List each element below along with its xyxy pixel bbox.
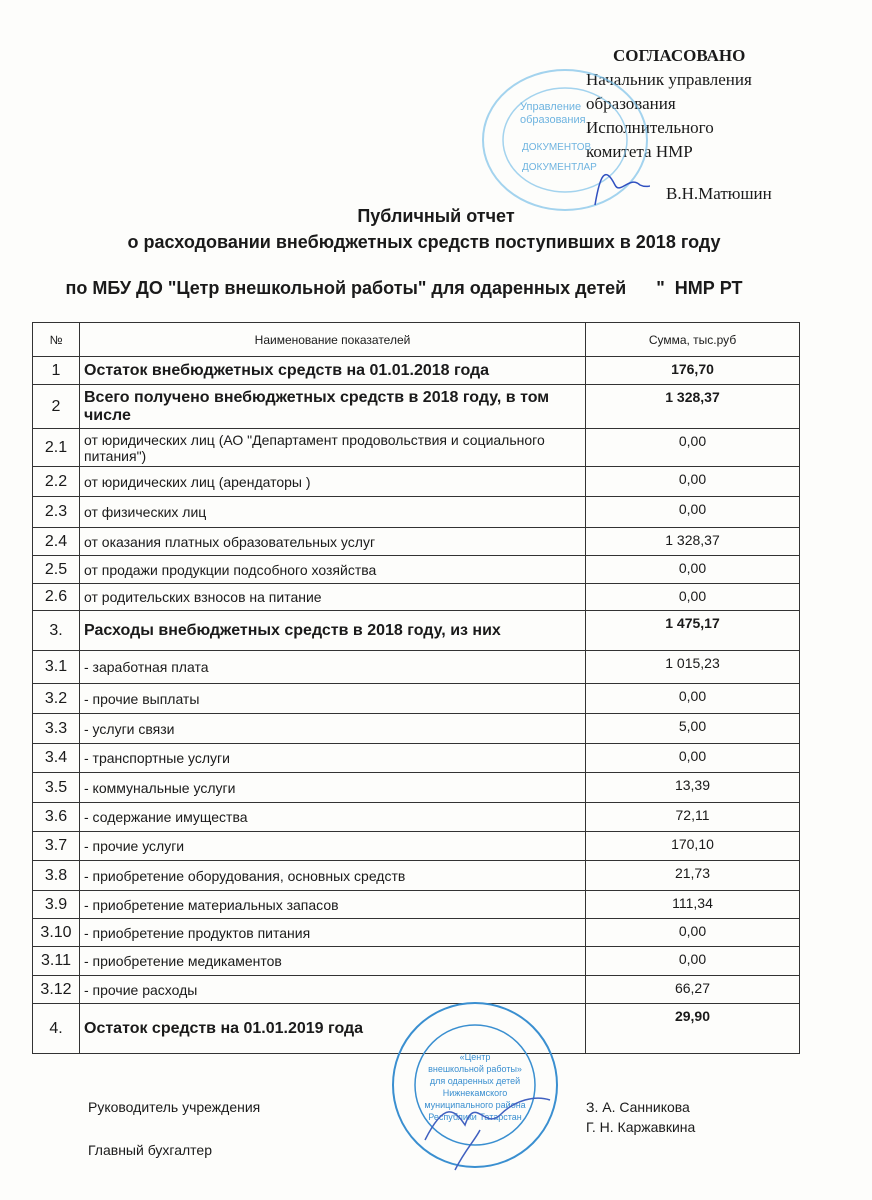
approval-line: образования bbox=[586, 94, 676, 113]
row-sum: 1 328,37 bbox=[586, 528, 800, 556]
row-number: 3.12 bbox=[33, 976, 80, 1004]
row-sum: 111,34 bbox=[586, 891, 800, 919]
row-number: 3.6 bbox=[33, 803, 80, 832]
table-row bbox=[33, 947, 800, 976]
row-sum: 176,70 bbox=[586, 357, 800, 385]
row-name: от продажи продукции подсобного хозяйства bbox=[80, 556, 586, 584]
approval-line: Начальник управления bbox=[586, 70, 752, 89]
row-sum: 0,00 bbox=[586, 584, 800, 611]
table-row bbox=[33, 429, 800, 467]
svg-text:внешкольной работы»: внешкольной работы» bbox=[428, 1064, 522, 1074]
header-name: Наименование показателей bbox=[80, 323, 586, 357]
table-row bbox=[33, 584, 800, 611]
approval-line: комитета НМР bbox=[586, 142, 693, 161]
row-name: Расходы внебюджетных средств в 2018 году, из них bbox=[80, 611, 586, 651]
row-name: Остаток внебюджетных средств на 01.01.2018 года bbox=[80, 357, 586, 385]
row-number: 2.1 bbox=[33, 429, 80, 467]
table-header-row bbox=[33, 323, 800, 357]
row-sum: 66,27 bbox=[586, 976, 800, 1004]
row-name: - прочие услуги bbox=[80, 832, 586, 861]
row-sum: 1 015,23 bbox=[586, 651, 800, 684]
row-sum: 0,00 bbox=[586, 947, 800, 976]
approval-stamp bbox=[480, 65, 650, 215]
table-row bbox=[33, 611, 800, 651]
table-row bbox=[33, 832, 800, 861]
report-organization: по МБУ ДО "Цетр внешкольной работы" для одаренных детей " НМР РТ bbox=[65, 278, 743, 298]
svg-text:Республики Татарстан: Республики Татарстан bbox=[428, 1112, 522, 1122]
table-row bbox=[33, 714, 800, 744]
row-number: 2.5 bbox=[33, 556, 80, 584]
table-row bbox=[33, 467, 800, 497]
row-name: от физических лиц bbox=[80, 497, 586, 528]
svg-text:Управление: Управление bbox=[520, 101, 582, 113]
row-name: - приобретение медикаментов bbox=[80, 947, 586, 976]
row-sum: 0,00 bbox=[586, 556, 800, 584]
report-title: Публичный отчет bbox=[357, 206, 515, 226]
row-name: - прочие выплаты bbox=[80, 684, 586, 714]
row-name: от родительских взносов на питание bbox=[80, 584, 586, 611]
row-number: 3.2 bbox=[33, 684, 80, 714]
row-sum: 21,73 bbox=[586, 861, 800, 891]
row-name: - услуги связи bbox=[80, 714, 586, 744]
table-row bbox=[33, 385, 800, 429]
row-sum: 0,00 bbox=[586, 684, 800, 714]
svg-text:Нижнекамского: Нижнекамского bbox=[442, 1088, 508, 1098]
table-row bbox=[33, 497, 800, 528]
approval-line: Исполнительного bbox=[586, 118, 714, 137]
svg-text:для одаренных детей: для одаренных детей bbox=[429, 1076, 521, 1086]
row-name: от юридических лиц (АО "Департамент продовольствия и социального питания") bbox=[80, 429, 586, 467]
header-number: № bbox=[33, 323, 80, 357]
table-row bbox=[33, 357, 800, 385]
table-row bbox=[33, 891, 800, 919]
row-number: 3.10 bbox=[33, 919, 80, 947]
row-sum: 5,00 bbox=[586, 714, 800, 744]
approval-heading: СОГЛАСОВАНО bbox=[613, 46, 746, 65]
row-name: от оказания платных образовательных услуг bbox=[80, 528, 586, 556]
row-sum: 1 328,37 bbox=[586, 385, 800, 429]
row-sum: 72,11 bbox=[586, 803, 800, 832]
row-number: 3.3 bbox=[33, 714, 80, 744]
row-number: 1 bbox=[33, 357, 80, 385]
table-row bbox=[33, 803, 800, 832]
table-row bbox=[33, 528, 800, 556]
row-sum: 170,10 bbox=[586, 832, 800, 861]
row-number: 3. bbox=[33, 611, 80, 651]
row-name: - приобретение продуктов питания bbox=[80, 919, 586, 947]
svg-text:«Центр: «Центр bbox=[459, 1052, 491, 1062]
accountant-label: Главный бухгалтер bbox=[88, 1142, 212, 1158]
row-number: 2.4 bbox=[33, 528, 80, 556]
table-row bbox=[33, 744, 800, 773]
row-sum: 0,00 bbox=[586, 744, 800, 773]
head-name: З. А. Санникова bbox=[586, 1099, 690, 1115]
table-row bbox=[33, 684, 800, 714]
organization-stamp bbox=[385, 1000, 565, 1190]
row-sum: 0,00 bbox=[586, 919, 800, 947]
row-name: - прочие расходы bbox=[80, 976, 586, 1004]
row-number: 3.8 bbox=[33, 861, 80, 891]
row-name: - приобретение оборудования, основных средств bbox=[80, 861, 586, 891]
table-row bbox=[33, 919, 800, 947]
table-row bbox=[33, 861, 800, 891]
row-name: от юридических лиц (арендаторы ) bbox=[80, 467, 586, 497]
row-number: 2 bbox=[33, 385, 80, 429]
row-number: 3.1 bbox=[33, 651, 80, 684]
row-number: 3.9 bbox=[33, 891, 80, 919]
svg-text:ДОКУМЕНТОВ: ДОКУМЕНТОВ bbox=[522, 142, 592, 153]
row-number: 4. bbox=[33, 1004, 80, 1054]
row-number: 2.6 bbox=[33, 584, 80, 611]
row-name: - коммунальные услуги bbox=[80, 773, 586, 803]
row-name: - приобретение материальных запасов bbox=[80, 891, 586, 919]
row-number: 3.5 bbox=[33, 773, 80, 803]
svg-text:муниципального района: муниципального района bbox=[424, 1100, 526, 1110]
row-sum: 0,00 bbox=[586, 429, 800, 467]
row-name: Всего получено внебюджетных средств в 2018 году, в том числе bbox=[80, 385, 586, 429]
report-subtitle: о расходовании внебюджетных средств поступивших в 2018 году bbox=[127, 232, 721, 252]
report-table bbox=[32, 322, 800, 1054]
row-name: Остаток средств на 01.01.2019 года bbox=[80, 1004, 586, 1054]
row-name: - транспортные услуги bbox=[80, 744, 586, 773]
row-number: 2.3 bbox=[33, 497, 80, 528]
row-number: 3.11 bbox=[33, 947, 80, 976]
head-label: Руководитель учреждения bbox=[88, 1099, 261, 1115]
row-number: 3.4 bbox=[33, 744, 80, 773]
row-number: 3.7 bbox=[33, 832, 80, 861]
table-row bbox=[33, 651, 800, 684]
table-row bbox=[33, 556, 800, 584]
svg-text:ДОКУМЕНТЛАР: ДОКУМЕНТЛАР bbox=[522, 162, 597, 173]
header-sum: Сумма, тыс.руб bbox=[586, 323, 800, 357]
svg-text:образования: образования bbox=[520, 114, 586, 126]
table-row bbox=[33, 773, 800, 803]
row-sum: 1 475,17 bbox=[586, 611, 800, 651]
approval-signer: В.Н.Матюшин bbox=[666, 184, 772, 203]
row-number: 2.2 bbox=[33, 467, 80, 497]
accountant-name: Г. Н. Каржавкина bbox=[586, 1119, 696, 1135]
row-name: - заработная плата bbox=[80, 651, 586, 684]
row-sum: 0,00 bbox=[586, 467, 800, 497]
row-sum: 29,90 bbox=[586, 1004, 800, 1054]
row-name: - содержание имущества bbox=[80, 803, 586, 832]
row-sum: 13,39 bbox=[586, 773, 800, 803]
row-sum: 0,00 bbox=[586, 497, 800, 528]
